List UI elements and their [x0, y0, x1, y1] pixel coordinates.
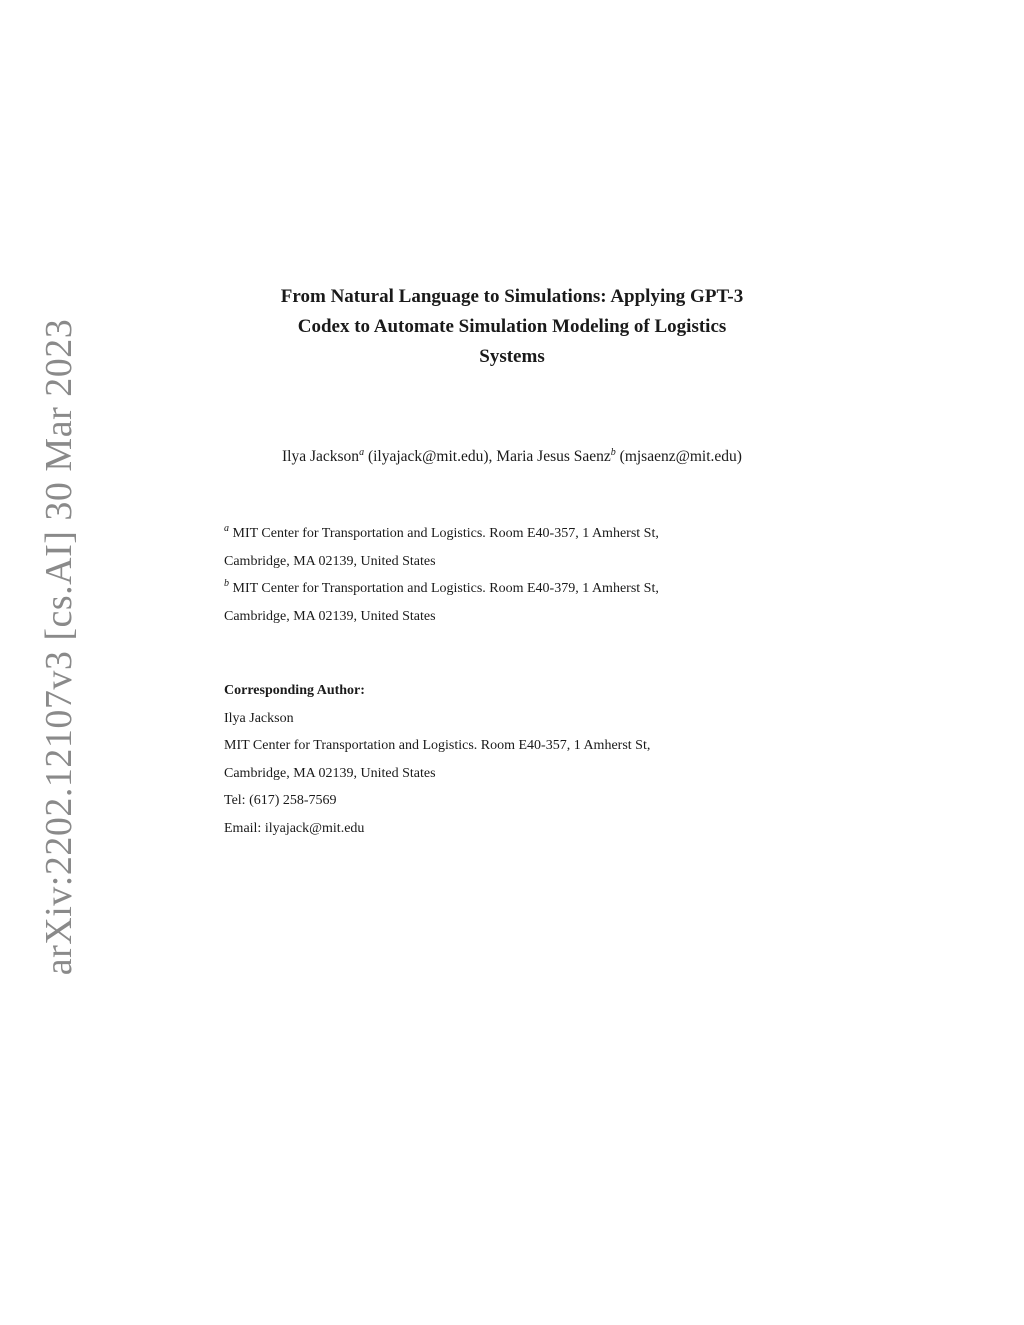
author-email: (ilyajack@mit.edu): [367, 448, 489, 465]
title-line: Codex to Automate Simulation Modeling of Logistics: [297, 316, 727, 337]
affiliation-line: Cambridge, MA 02139, United States: [224, 608, 436, 624]
affiliation-line: MIT Center for Transportation and Logistics. Room E40-379, 1 Amherst St,: [232, 581, 659, 596]
corresponding-author-block: [224, 677, 824, 842]
corresponding-address-line: Cambridge, MA 02139, United States: [224, 765, 436, 781]
author-email: (mjsaenz@mit.edu): [619, 448, 742, 465]
affiliation-mark: a: [224, 523, 229, 534]
affiliation-b: [224, 575, 824, 630]
title-line: From Natural Language to Simulations: Applying GPT-3: [280, 286, 744, 307]
corresponding-address-line: MIT Center for Transportation and Logistics. Room E40-357, 1 Amherst St,: [224, 738, 651, 753]
affiliation-mark: b: [224, 578, 229, 589]
affiliation-a: [224, 520, 824, 575]
author-name: Ilya Jackson: [282, 448, 360, 465]
corresponding-tel: Tel: (617) 258-7569: [224, 793, 337, 808]
author-name: Maria Jesus Saenz: [496, 448, 611, 465]
paper-title: [212, 282, 812, 372]
arxiv-identifier-stamp: arXiv:2202.12107v3 [cs.AI] 30 Mar 2023: [38, 318, 80, 976]
corresponding-name: Ilya Jackson: [224, 710, 294, 726]
author-list: [200, 448, 824, 466]
corresponding-heading: Corresponding Author:: [224, 683, 365, 698]
corresponding-email[interactable]: Email: ilyajack@mit.edu: [224, 820, 365, 836]
title-line: Systems: [479, 346, 545, 367]
affiliation-mark: a: [359, 447, 365, 458]
author-separator: ,: [488, 448, 497, 465]
affiliation-line: Cambridge, MA 02139, United States: [224, 553, 436, 569]
affiliation-line: MIT Center for Transportation and Logistics. Room E40-357, 1 Amherst St,: [232, 526, 659, 541]
affiliation-mark: b: [610, 447, 616, 458]
